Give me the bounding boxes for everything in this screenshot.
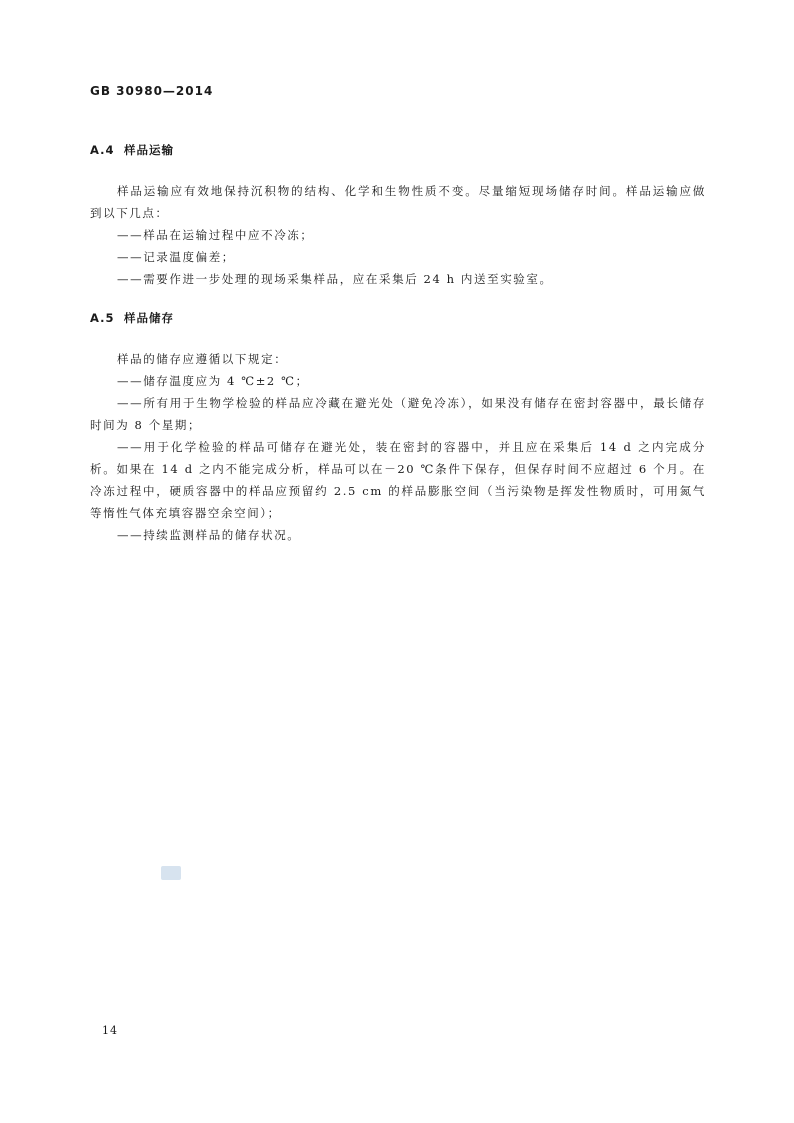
list-item: ——所有用于生物学检验的样品应冷藏在避光处（避免冷冻），如果没有储存在密封容器中，最长储存时间为 8 个星期； (90, 396, 706, 432)
clause-intro: 样品运输应有效地保持沉积物的结构、化学和生物性质不变。尽量缩短现场储存时间。样品运输应做到以下几点： (90, 184, 706, 220)
standard-code: GB 30980—2014 (90, 84, 214, 98)
clause-number: A.5 (90, 311, 115, 325)
list-item: ——记录温度偏差； (117, 250, 235, 264)
clause-number: A.4 (90, 143, 115, 157)
clause-a4-sample-transport (90, 142, 706, 290)
clause-title: 样品运输 (124, 143, 174, 157)
list-item: ——持续监测样品的储存状况。 (117, 528, 301, 542)
list-item: ——样品在运输过程中应不冷冻； (117, 228, 314, 242)
list-item: ——用于化学检验的样品可储存在避光处，装在密封的容器中，并且应在采集后 14 d 之内完成分析。如果在 14 d 之内不能完成分析，样品可以在－20 ℃条件下保存，但保存时间不应超过 6 个月。在冷冻过程中，硬质容器中的样品应预留约 2.5 cm 的样品膨胀空间（当污染物是挥发性物质时，可用氮气等惰性气体充填容器空余空间）； (90, 440, 706, 520)
list-item: ——储存温度应为 4 ℃±2 ℃； (117, 374, 309, 388)
clause-heading (90, 142, 706, 158)
clause-title: 样品储存 (124, 311, 174, 325)
watermark-logo (161, 866, 181, 880)
clause-heading (90, 310, 706, 326)
clause-intro: 样品的储存应遵循以下规定： (117, 352, 288, 366)
list-item: ——需要作进一步处理的现场采集样品，应在采集后 24 h 内送至实验室。 (117, 272, 553, 286)
page-number: 14 (102, 1024, 118, 1037)
clause-a5-sample-storage (90, 310, 706, 546)
